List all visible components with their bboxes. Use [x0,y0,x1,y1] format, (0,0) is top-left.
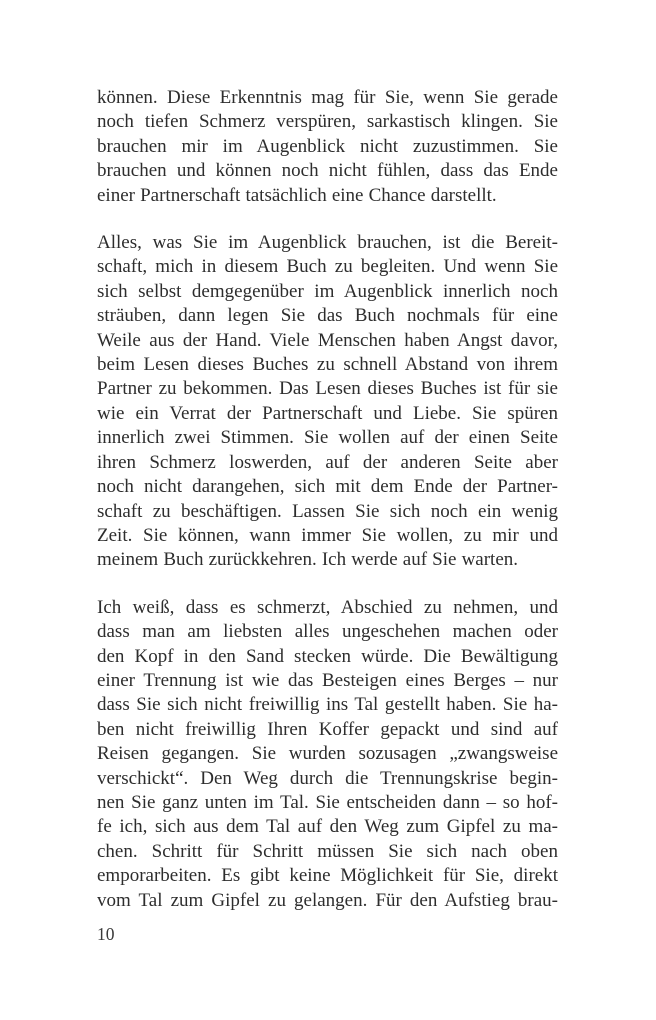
text-line: sich selbst demgegenüber im Augenblick innerlich noch [97,280,558,302]
body-text [97,86,558,913]
text-line: brauchen mir im Augenblick nicht zuzustimmen. Sie [97,135,558,157]
text-line: meinem Buch zurückkehren. Ich werde auf Sie warten. [97,549,519,571]
text-line: chen. Schritt für Schritt müssen Sie sich nach oben [97,840,558,862]
text-line: verschickt“. Den Weg durch die Trennungskrise begin- [97,767,558,789]
text-line: Weile aus der Hand. Viele Menschen haben Angst davor, [97,329,558,351]
text-line: einer Trennung ist wie das Besteigen eines Berges – nur [97,669,558,691]
text-line: brauchen und können noch nicht fühlen, dass das Ende [97,160,558,182]
text-line: vom Tal zum Gipfel zu gelangen. Für den Aufstieg brau- [97,889,558,911]
text-line: schaft zu beschäftigen. Lassen Sie sich noch ein wenig [97,500,558,522]
text-line: ben nicht freiwillig Ihren Koffer gepackt und sind auf [97,718,558,740]
page-number: 10 [97,924,115,944]
text-line: innerlich zwei Stimmen. Sie wollen auf der einen Seite [97,427,558,449]
text-line: schaft, mich in diesem Buch zu begleiten. Und wenn Sie [97,256,558,278]
text-line: Alles, was Sie im Augenblick brauchen, ist die Bereit- [97,232,558,254]
text-line: wie ein Verrat der Partnerschaft und Liebe. Sie spüren [97,402,558,424]
text-line: den Kopf in den Sand stecken würde. Die Bewältigung [97,645,558,667]
text-line: Reisen gegangen. Sie wurden sozusagen „zwangsweise [97,743,558,765]
text-line: sträuben, dann legen Sie das Buch nochmals für eine [97,305,558,327]
text-line: einer Partnerschaft tatsächlich eine Chance darstellt. [97,184,497,206]
text-line: dass man am liebsten alles ungeschehen machen oder [97,621,558,643]
text-line: beim Lesen dieses Buches zu schnell Abstand von ihrem [97,354,558,376]
text-line: Ich weiß, dass es schmerzt, Abschied zu nehmen, und [97,596,558,618]
text-line: emporarbeiten. Es gibt keine Möglichkeit für Sie, direkt [97,865,558,887]
text-line: nen Sie ganz unten im Tal. Sie entscheiden dann – so hof- [97,791,558,813]
paragraph [97,231,558,573]
paragraph [97,596,558,913]
text-line: können. Diese Erkenntnis mag für Sie, wenn Sie gerade [97,87,558,108]
text-line: Zeit. Sie können, wann immer Sie wollen, zu mir und [97,524,558,546]
paragraph [97,86,558,208]
text-line: fe ich, sich aus dem Tal auf den Weg zum Gipfel zu ma- [97,816,558,838]
text-line: ihren Schmerz loswerden, auf der anderen Seite aber [97,451,558,473]
text-line: dass Sie sich nicht freiwillig ins Tal gestellt haben. Sie ha- [97,694,558,716]
text-line: noch tiefen Schmerz verspüren, sarkastisch klingen. Sie [97,111,558,133]
text-line: Partner zu bekommen. Das Lesen dieses Buches ist für sie [97,378,558,400]
text-line: noch nicht darangehen, sich mit dem Ende der Partner- [97,476,558,498]
